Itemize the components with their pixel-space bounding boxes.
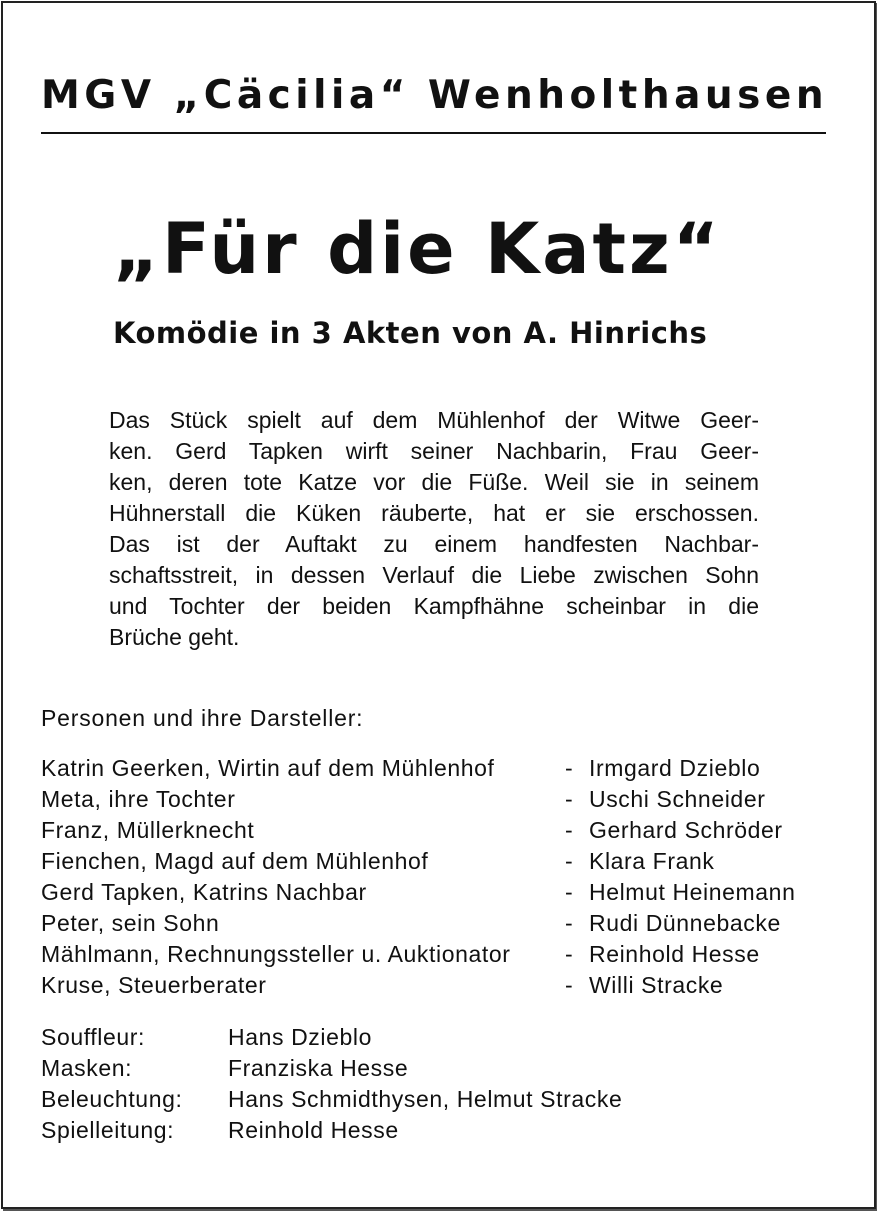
play-title: „Für die Katz“ xyxy=(113,208,722,290)
description-line: Brüche geht. xyxy=(109,624,240,650)
crew-names: Hans Dzieblo xyxy=(228,1024,372,1050)
program-page xyxy=(1,1,876,1209)
cast-actor: Helmut Heinemann xyxy=(589,879,796,905)
header-divider xyxy=(41,132,826,134)
crew-names: Hans Schmidthysen, Helmut Stracke xyxy=(228,1086,623,1112)
description-line: und Tochter der beiden Kampfhähne scheinbar in die xyxy=(109,593,759,619)
description-line: Das Stück spielt auf dem Mühlenhof der Witwe Geer- xyxy=(109,407,759,433)
crew-names: Reinhold Hesse xyxy=(228,1117,399,1143)
cast-role: Kruse, Steuerberater xyxy=(41,972,267,998)
cast-separator: - xyxy=(565,941,574,967)
cast-list xyxy=(41,755,841,1003)
cast-role: Mählmann, Rechnungssteller u. Auktionator xyxy=(41,941,511,967)
cast-entry xyxy=(41,879,841,910)
cast-role: Gerd Tapken, Katrins Nachbar xyxy=(41,879,367,905)
cast-entry xyxy=(41,972,841,1003)
cast-actor: Klara Frank xyxy=(589,848,715,874)
plot-description xyxy=(109,405,759,653)
cast-entry xyxy=(41,910,841,941)
cast-role: Peter, sein Sohn xyxy=(41,910,220,936)
organization-name: MGV „Cäcilia“ Wenholthausen xyxy=(41,73,829,118)
cast-heading: Personen und ihre Darsteller: xyxy=(41,705,364,731)
cast-entry xyxy=(41,941,841,972)
cast-separator: - xyxy=(565,755,574,781)
cast-separator: - xyxy=(565,848,574,874)
play-subtitle: Komödie in 3 Akten von A. Hinrichs xyxy=(113,316,708,350)
description-line: ken, deren tote Katze vor die Füße. Weil sie in seinem xyxy=(109,469,759,495)
cast-role: Katrin Geerken, Wirtin auf dem Mühlenhof xyxy=(41,755,495,781)
cast-entry xyxy=(41,848,841,879)
cast-actor: Uschi Schneider xyxy=(589,786,766,812)
cast-entry xyxy=(41,786,841,817)
cast-separator: - xyxy=(565,910,574,936)
cast-actor: Rudi Dünnebacke xyxy=(589,910,781,936)
cast-actor: Irmgard Dzieblo xyxy=(589,755,761,781)
cast-separator: - xyxy=(565,879,574,905)
cast-entry xyxy=(41,817,841,848)
cast-actor: Reinhold Hesse xyxy=(589,941,760,967)
cast-actor: Gerhard Schröder xyxy=(589,817,783,843)
cast-actor: Willi Stracke xyxy=(589,972,724,998)
crew-entry xyxy=(41,1117,841,1148)
crew-list xyxy=(41,1024,841,1148)
crew-entry xyxy=(41,1086,841,1117)
description-line: schaftsstreit, in dessen Verlauf die Liebe zwischen Sohn xyxy=(109,562,759,588)
cast-role: Meta, ihre Tochter xyxy=(41,786,236,812)
description-line: ken. Gerd Tapken wirft seiner Nachbarin, Frau Geer- xyxy=(109,438,759,464)
crew-function: Masken: xyxy=(41,1055,133,1081)
crew-function: Beleuchtung: xyxy=(41,1086,183,1112)
crew-function: Spielleitung: xyxy=(41,1117,175,1143)
cast-role: Franz, Müllerknecht xyxy=(41,817,255,843)
crew-entry xyxy=(41,1024,841,1055)
cast-entry xyxy=(41,755,841,786)
crew-names: Franziska Hesse xyxy=(228,1055,409,1081)
description-line: Das ist der Auftakt zu einem handfesten Nachbar- xyxy=(109,531,759,557)
crew-function: Souffleur: xyxy=(41,1024,146,1050)
crew-entry xyxy=(41,1055,841,1086)
description-line: Hühnerstall die Küken räuberte, hat er sie erschossen. xyxy=(109,500,759,526)
cast-separator: - xyxy=(565,817,574,843)
cast-role: Fienchen, Magd auf dem Mühlenhof xyxy=(41,848,429,874)
cast-separator: - xyxy=(565,786,574,812)
cast-separator: - xyxy=(565,972,574,998)
